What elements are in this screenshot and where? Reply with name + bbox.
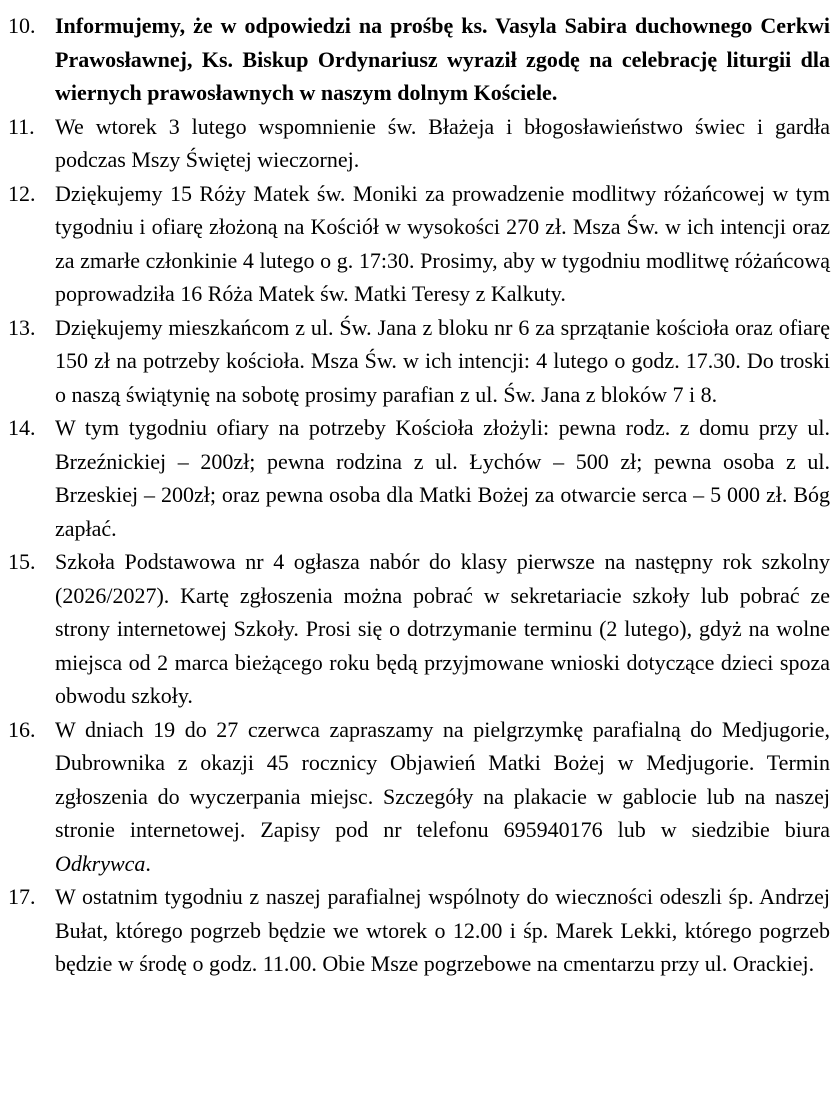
- announcement-item-13: [8, 311, 830, 412]
- announcement-item-17: [8, 880, 830, 981]
- item-number: 15.: [8, 549, 36, 574]
- item-text: [55, 884, 830, 976]
- item-text: [55, 717, 830, 876]
- announcement-list: [8, 9, 830, 981]
- item-text-segment: Dziękujemy 15 Róży Matek św. Moniki za prowadzenie modlitwy różańcowej w tym tygodniu i ofiarę złożoną na Kościół w wysokości 270 zł. Msza Św. w ich intencji oraz za zmarłe członkinie 4 lutego o g. 17:30. Prosimy, aby w tygodniu modlitwę różańcową poprowadziła 16 Róża Matek św. Matki Teresy z Kalkuty.: [55, 180, 830, 306]
- item-text-segment: W tym tygodniu ofiary na potrzeby Kościoła złożyli: pewna rodz. z domu przy ul. Brzeźnickiej – 200zł; pewna rodzina z ul. Łychów – 500 zł; pewna osoba z ul. Brzeskiej – 200zł; oraz pewna osoba dla Matki Bożej za otwarcie serca – 5 000 zł. Bóg zapłać.: [55, 415, 830, 541]
- item-number: 13.: [8, 314, 36, 340]
- item-text-segment: Szkoła Podstawowa nr 4 ogłasza nabór do klasy pierwsze na następny rok szkolny (2026/2027). Kartę zgłoszenia można pobrać w sekretariacie szkoły lub pobrać ze strony internetowej Szkoły. Prosi się o dotrzymanie terminu (2 lutego), gdyż na wolne miejsca od 2 marca bieżącego roku będą przyjmowane wnioski dotyczące dzieci spoza obwodu szkoły.: [55, 549, 830, 708]
- item-text-segment: W dniach 19 do 27 czerwca zapraszamy na pielgrzymkę parafialną do Medjugorie, Dubrownika z okazji 45 rocznicy Objawień Matki Bożej w Medjugorie. Termin zgłoszenia do wyczerpania miejsc. Szczegóły na plakacie w gablocie lub na naszej stronie internetowej. Zapisy pod nr telefonu 695940176 lub w siedzibie biura: [55, 716, 830, 842]
- item-text: [55, 415, 830, 541]
- announcement-item-16: [8, 713, 830, 881]
- announcement-item-15: [8, 545, 830, 713]
- announcement-item-10: [8, 9, 830, 110]
- item-text: [55, 13, 830, 105]
- item-text-segment: Informujemy, że w odpowiedzi na prośbę ks. Vasyla Sabira duchownego Cerkwi Prawosławnej, Ks. Biskup Ordynariusz wyraził zgodę na celebrację liturgii dla wiernych prawosławnych w naszym dolnym Kościele.: [55, 13, 830, 105]
- item-number: 10.: [8, 13, 36, 38]
- item-number: 16.: [8, 716, 36, 742]
- announcement-item-11: [8, 110, 830, 177]
- item-number: 14.: [8, 415, 36, 440]
- item-text-segment: Dziękujemy mieszkańcom z ul. Św. Jana z bloku nr 6 za sprzątanie kościoła oraz ofiarę 150 zł na potrzeby kościoła. Msza Św. w ich intencji: 4 lutego o godz. 17.30. Do troski o naszą świątynię na sobotę prosimy parafian z ul. Św. Jana z bloków 7 i 8.: [55, 314, 830, 407]
- announcement-item-12: [8, 177, 830, 311]
- item-number: 12.: [8, 180, 36, 206]
- item-text-segment: Odkrywca: [55, 850, 146, 876]
- item-number: 11.: [8, 113, 35, 139]
- item-text: [55, 549, 830, 708]
- item-number: 17.: [8, 884, 36, 909]
- announcement-item-14: [8, 411, 830, 545]
- item-text: [55, 181, 830, 307]
- item-text: [55, 114, 830, 173]
- item-text-segment: We wtorek 3 lutego wspomnienie św. Błażeja i błogosławieństwo świec i gardła podczas Mszy Świętej wieczornej.: [55, 113, 830, 172]
- item-text-segment: W ostatnim tygodniu z naszej parafialnej wspólnoty do wieczności odeszli śp. Andrzej Bułat, którego pogrzeb będzie we wtorek o 12.00 i śp. Marek Lekki, którego pogrzeb będzie w środę o godz. 11.00. Obie Msze pogrzebowe na cmentarzu przy ul. Orackiej.: [55, 884, 830, 976]
- item-text: [55, 315, 830, 407]
- item-text-segment: .: [145, 850, 151, 876]
